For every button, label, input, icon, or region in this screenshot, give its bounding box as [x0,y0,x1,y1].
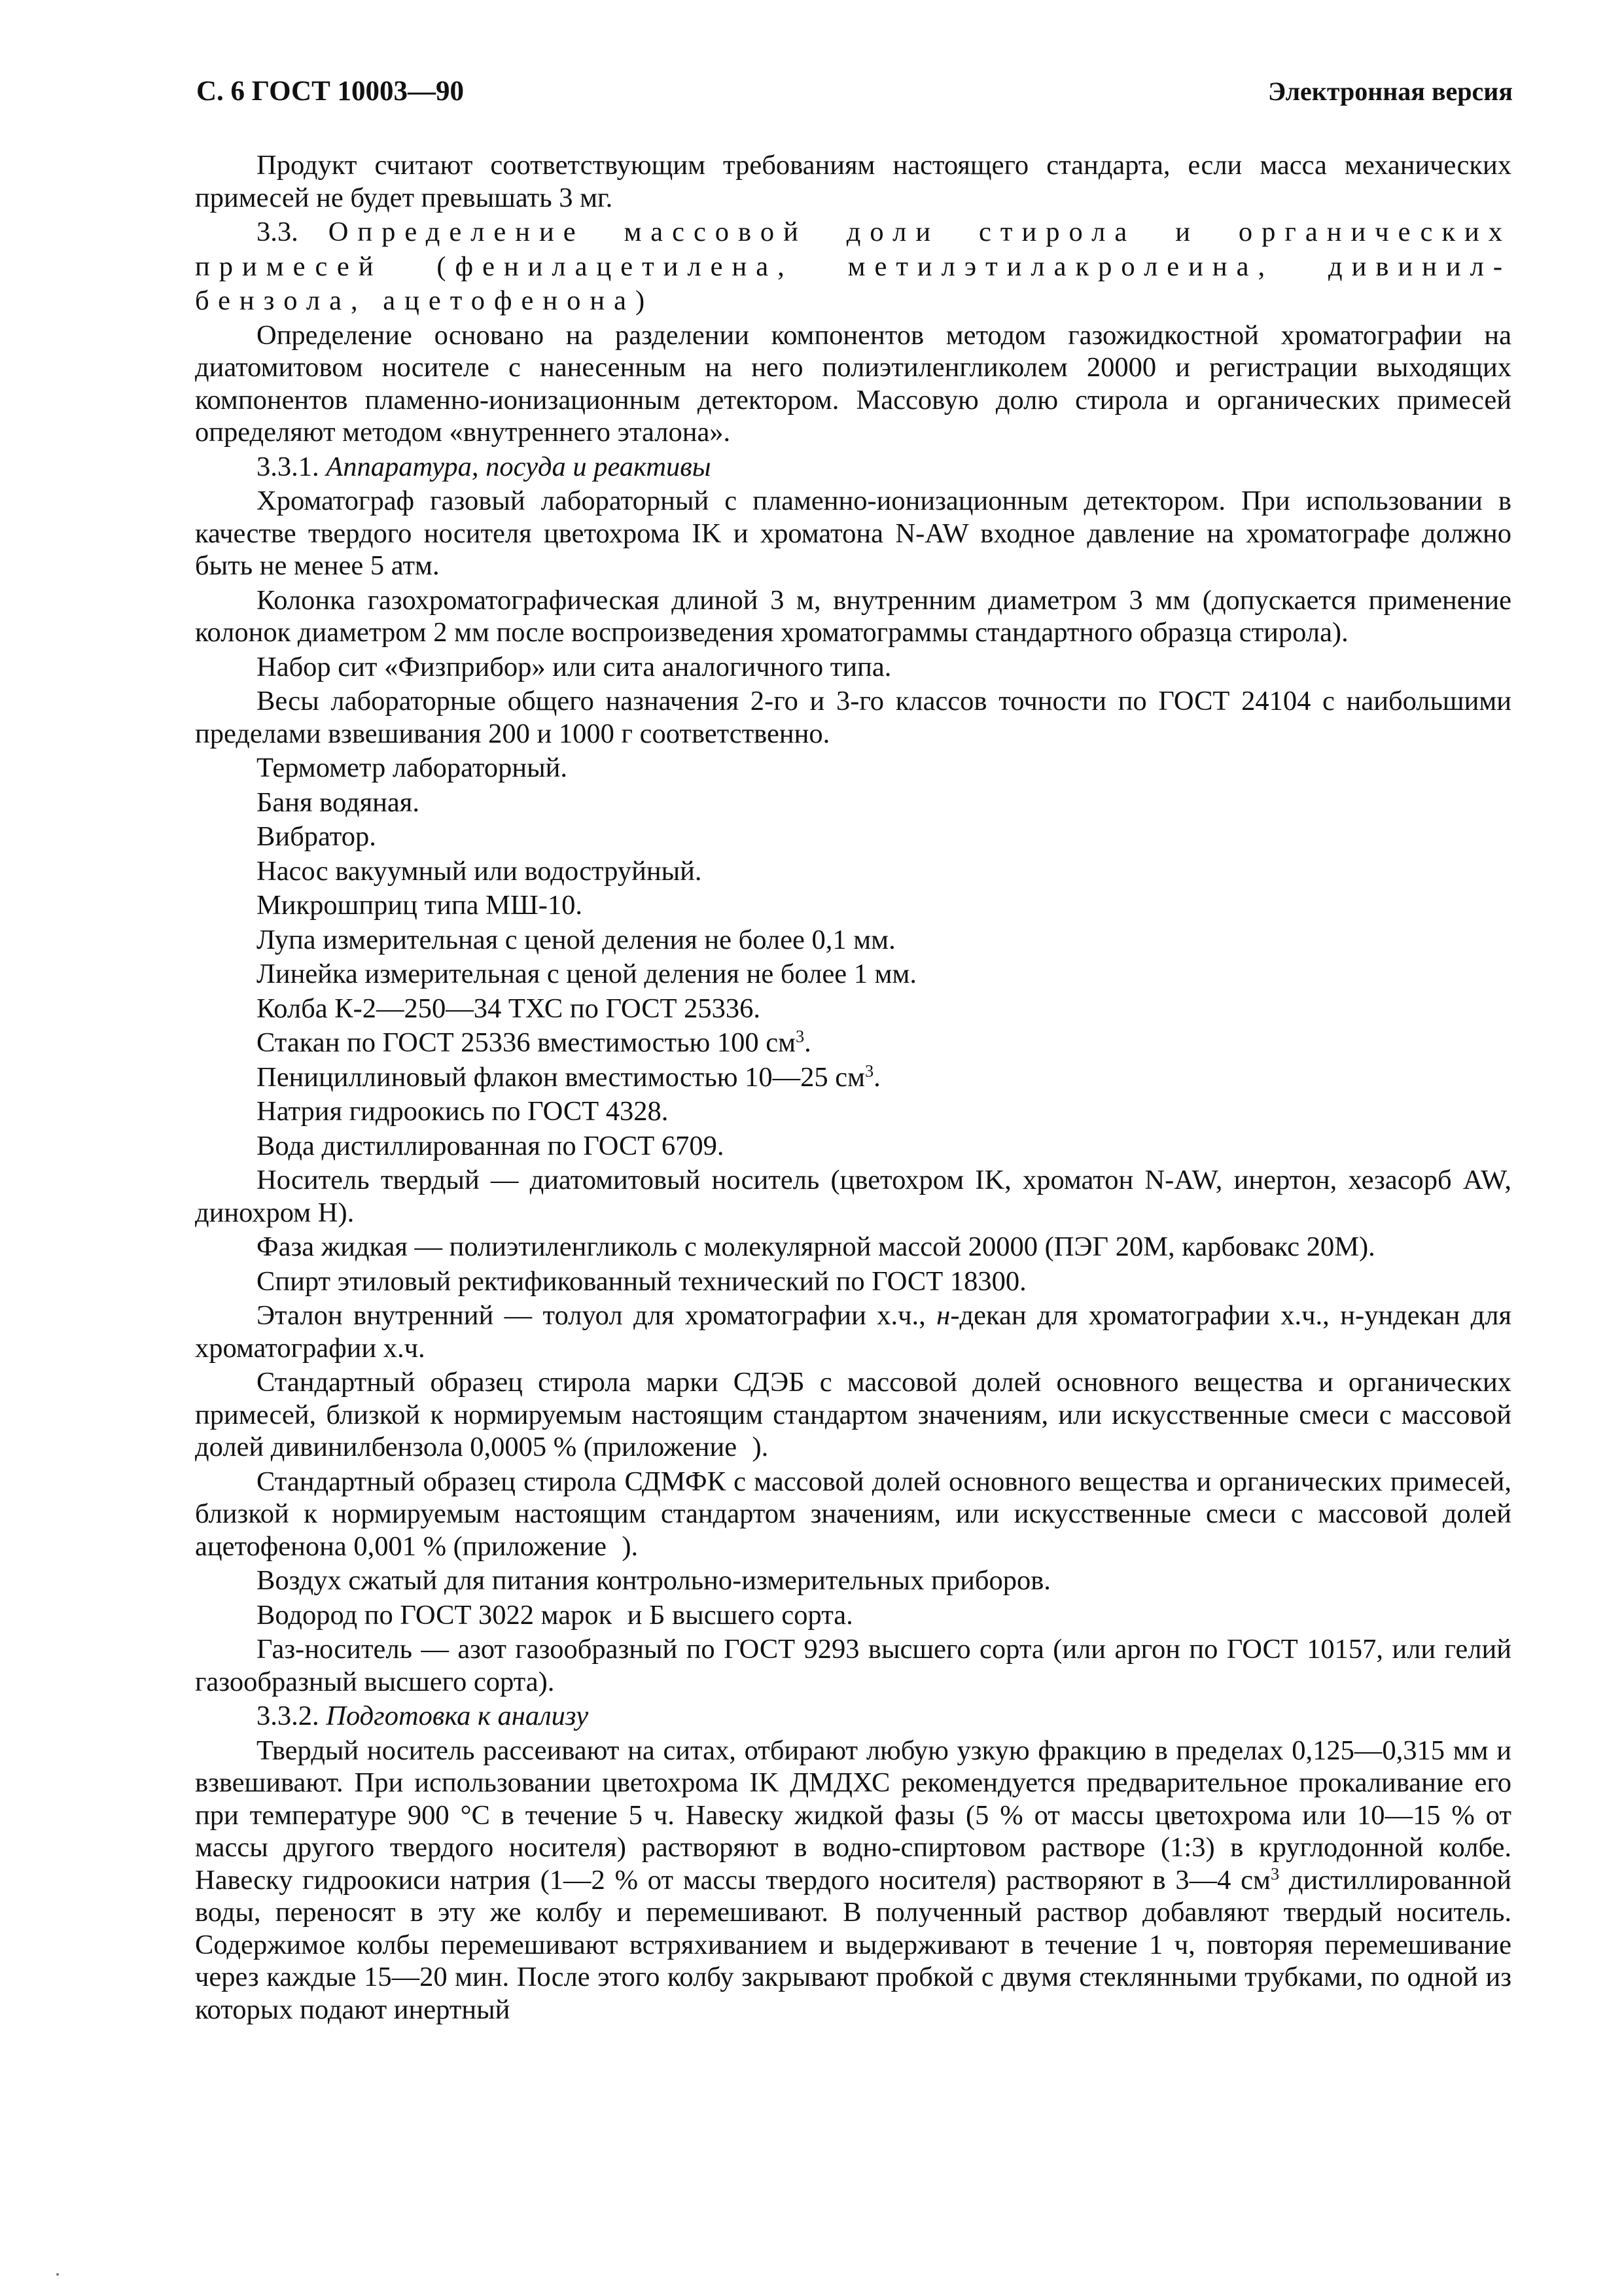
list-item-hydrogen [195,1599,1511,1632]
section-title: Аппаратура, посуда и реактивы [326,451,711,482]
scan-speck [56,2273,59,2276]
text-part: -декан для хроматографии х.ч., н-ундекан для хроматографии х.ч. [195,1300,1511,1364]
paragraph-solid-carrier: Носитель твердый — диатомитовый носитель (цветохром IK, хроматон N-AW, инертон, хезасорб AW, динохром H). [195,1165,1511,1228]
list-item-microsyringe: Микрошприц типа МШ-10. [256,890,583,921]
page-header [196,77,1513,105]
section-title: Подготовка к анализу [326,1701,589,1731]
item-text: Стакан по ГОСТ 25336 вместимостью 100 см [256,1027,796,1058]
section-number: 3.3.2. [256,1701,319,1731]
list-item-magnifier: Лупа измерительная с ценой деления не более 0,1 мм. [256,924,896,955]
text-part: Эталон внутренний — толуол для хроматографии х.ч., [256,1300,937,1331]
section-3-3-heading-line-2: примесей (фенилацетилена, метилэтилакролеина, дивинил- [195,251,1511,282]
header-standard-number: С. 6 ГОСТ 10003—90 [196,76,465,107]
paragraph-preparation [195,1735,1511,2026]
list-item-vibrator: Вибратор. [256,821,376,852]
text-part: Твердый носитель рассеивают на ситах, отбирают любую узкую фракцию в пределах 0,125—0,315 мм и взвешивают. При использовании цветохрома IK ДМДХС рекомендуется предварительное прокаливание его при температуре 900 °С в течение 5 ч. Навеску жидкой фазы (5 % от массы цветохрома или 10—15 % от массы другого твердого носителя) растворяют в водно-спиртовом растворе (1:3) в круглодонной колбе. Навеску гидроокиси натрия (1—2 % от массы твердого носителя) растворяют в 3—4 см [195,1735,1511,1896]
paragraph-scales: Весы лабораторные общего назначения 2-го и 3-го классов точности по ГОСТ 24104 с наибольшими пределами взвешивания 200 и 1000 г соответственно. [195,686,1511,749]
item-end: . [874,1061,881,1093]
text-part: Водород по ГОСТ 3022 марок [256,1599,612,1631]
list-item-ethanol: Спирт этиловый ректификованный технический по ГОСТ 18300. [256,1265,1027,1297]
section-3-3-2-heading [195,1700,1511,1733]
italic-prefix: н [936,1300,951,1331]
paragraph-carrier-gas: Газ-носитель — азот газообразный по ГОСТ 9293 высшего сорта (или аргон по ГОСТ 10157, или гелий газообразный высшего сорта). [195,1634,1511,1697]
text-part: ). [752,1432,769,1462]
paragraph-internal-standard [195,1299,1511,1364]
text-part: ). [622,1530,639,1562]
paragraph-liquid-phase: Фаза жидкая — полиэтиленгликоль с молекулярной массой 20000 (ПЭГ 20М, карбовакс 20М). [256,1231,1375,1262]
text-part: и Б высшего сорта. [627,1599,853,1631]
section-title-part: Определение массовой доли стирола и органических [328,217,1512,247]
list-item-ruler: Линейка измерительная с ценой деления не более 1 мм. [256,959,917,989]
paragraph-method-principle: Определение основано на разделении компонентов методом газожидкостной хроматографии на диатомитовом носителе с нанесенным на него полиэтиленгликолем 20000 и регистрации выходящих компонентов пламенно-ионизационным детектором. Массовую долю стирола и органических примесей определяют методом «внутреннего эталона». [195,319,1511,448]
section-3-3-heading-line-1 [195,216,1511,249]
paragraph-standard-sample-sdeb [195,1366,1511,1464]
paragraph-standard-sample-sdmfk [195,1466,1511,1563]
section-3-3-1-heading [195,451,1511,484]
list-item-pump: Насос вакуумный или водоструйный. [256,855,702,887]
list-item-sieves: Набор сит «Физприбор» или сита аналогичного типа. [256,651,892,682]
section-3-3-heading-line-3: бензола, ацетофенона) [195,285,654,316]
superscript: 3 [796,1027,805,1046]
paragraph-column: Колонка газохроматографическая длиной 3 м, внутренним диаметром 3 мм (допускается применение колонок диаметром 2 мм после воспроизведения хроматограммы стандартного образца стирола). [195,584,1511,648]
superscript: 3 [864,1061,874,1081]
item-end: . [804,1027,811,1058]
text-part: Стандартный образец стирола марки СДЭБ с массовой долей основного вещества и органических примесей, близкой к нормируемым настоящим стандартом значениям, или искусственные смеси с массовой долей дивинилбензола 0,0005 % (приложение [195,1367,1511,1462]
list-item-flask: Колба К-2—250—34 ТХС по ГОСТ 25336. [256,993,761,1024]
text-part: дистиллированной воды, переносят в эту же колбу и перемешивают. В полученный раствор добавляют твердый носитель. Содержимое колбы перемешивают встряхиванием и выдерживают в течение 1 ч, повторяя перемешивание через каждые 15—20 мин. После этого колбу закрывают пробкой с двумя стеклянными трубками, по одной из которых подают инертный [195,1864,1511,2025]
header-version-label: Электронная версия [1267,77,1513,106]
list-item-beaker [195,1027,1511,1059]
paragraph-chromatograph: Хроматограф газовый лабораторный с пламенно-ионизационным детектором. При использовании в качестве твердого носителя цветохрома IK и хроматона N-AW входное давление на хроматографе должно быть не менее 5 атм. [195,486,1511,581]
list-item-sodium-hydroxide: Натрия гидроокись по ГОСТ 4328. [256,1096,669,1127]
document-body [195,149,1511,2026]
item-text: Пенициллиновый флакон вместимостью 10—25 см [256,1061,865,1093]
section-number: 3.3.1. [256,451,319,482]
text-part: Стандартный образец стирола СДМФК с массовой долей основного вещества и органических примесей, близкой к нормируемым настоящим стандартом значениям, или искусственные смеси с массовой долей ацетофенона 0,001 % (приложение [195,1466,1511,1562]
list-item-compressed-air: Воздух сжатый для питания контрольно-измерительных приборов. [256,1565,1051,1596]
list-item-thermometer: Термометр лабораторный. [256,752,568,783]
section-number: 3.3. [256,217,298,247]
list-item-distilled-water: Вода дистиллированная по ГОСТ 6709. [256,1130,724,1161]
list-item-water-bath: Баня водяная. [256,786,419,818]
list-item-vial [195,1061,1511,1094]
superscript: 3 [1270,1864,1280,1884]
paragraph-impurity-acceptance: Продукт считают соответствующим требованиям настоящего стандарта, если масса механических примесей не будет превышать 3 мг. [195,150,1511,213]
